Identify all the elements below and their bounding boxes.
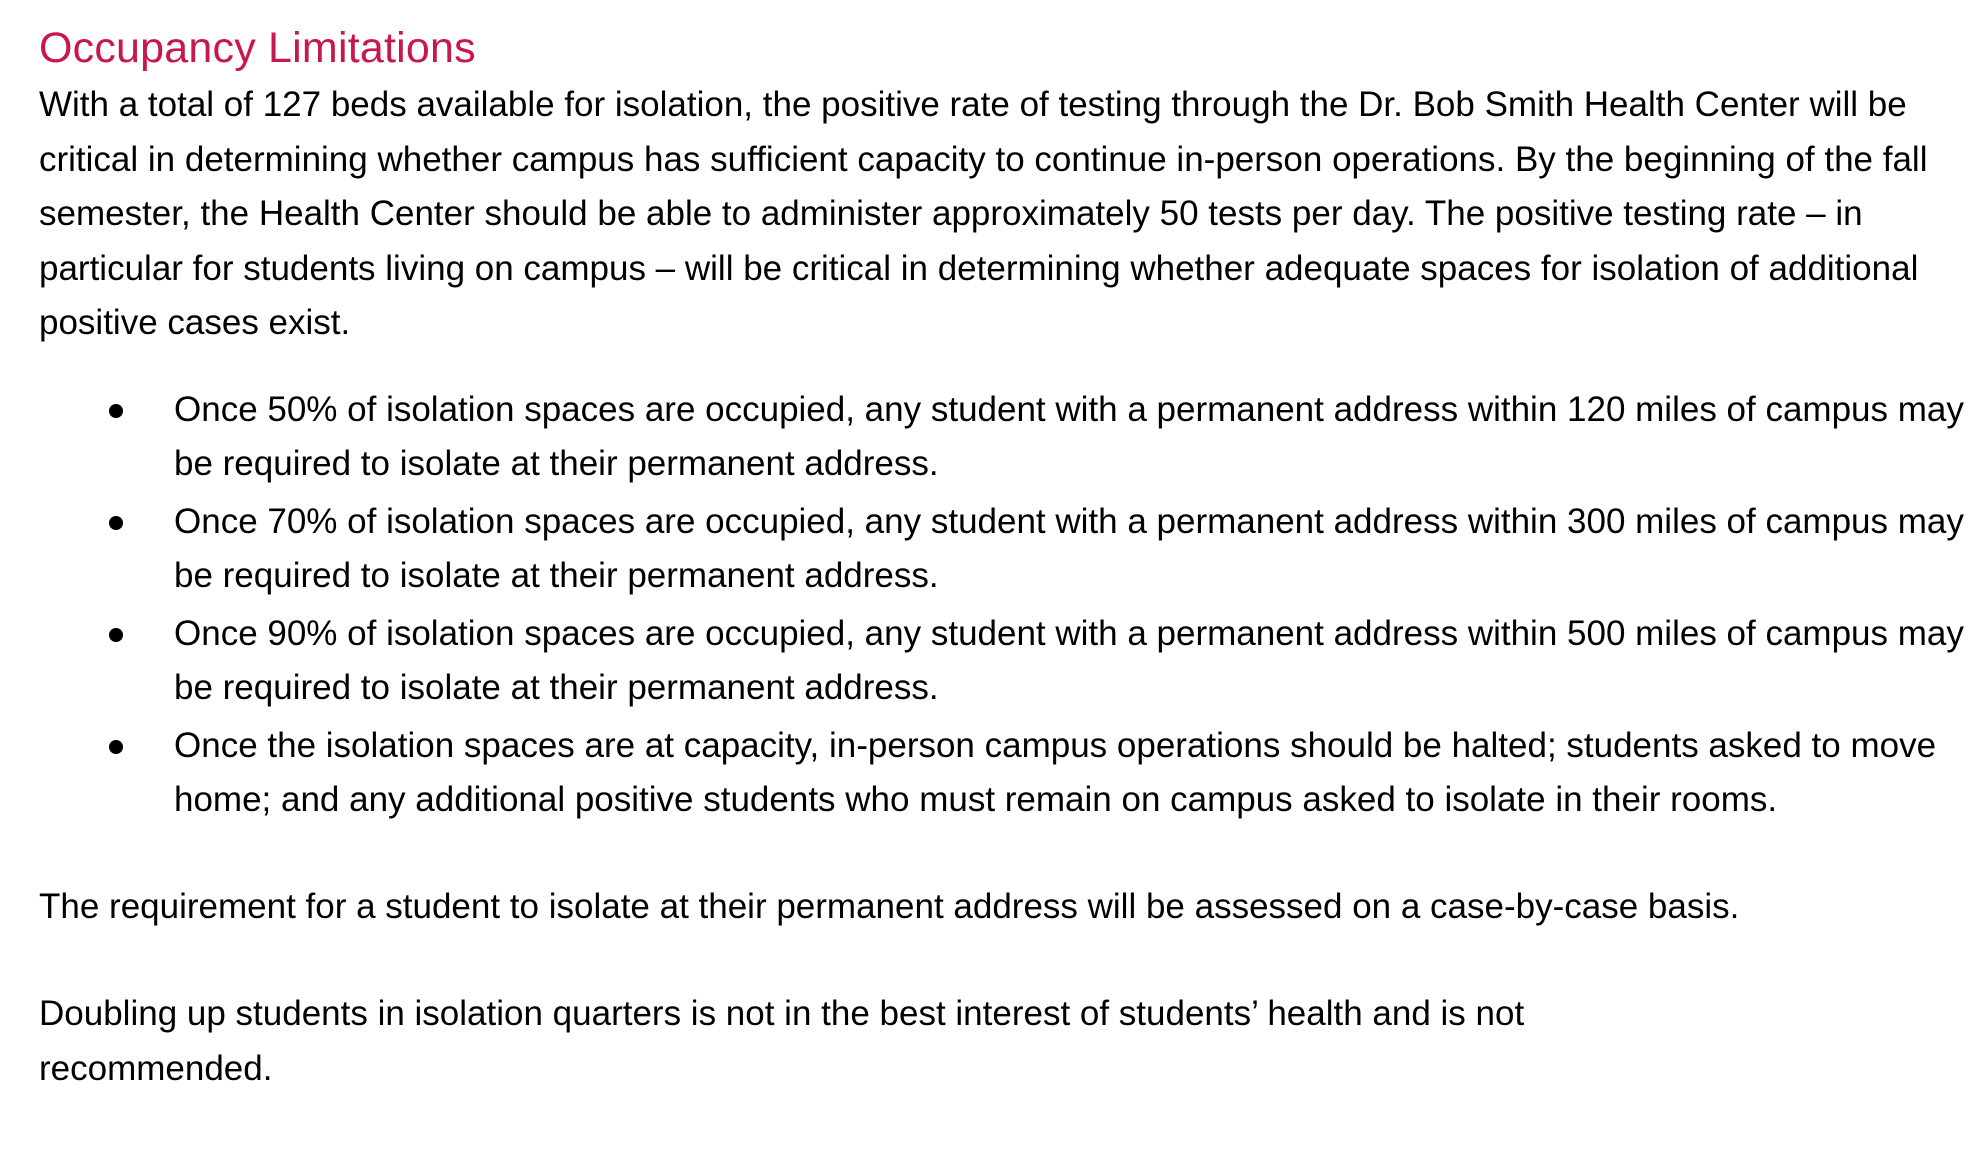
list-item-text: Once 50% of isolation spaces are occupied, any student with a permanent address within 120 miles of campus may be required to isolate at their permanent address. [174, 389, 1964, 483]
occupancy-bullet-list [39, 383, 1964, 828]
list-item [39, 719, 1964, 828]
list-item [39, 383, 1964, 492]
bullet-icon [109, 516, 123, 530]
list-item [39, 495, 1964, 604]
bullet-icon [109, 628, 123, 642]
list-item-text: Once the isolation spaces are at capacity, in-person campus operations should be halted; students asked to move home; and any additional positive students who must remain on campus asked to isolate in their rooms. [174, 725, 1937, 819]
doubling-paragraph: Doubling up students in isolation quarters is not in the best interest of students’ health and is not recommended. [39, 994, 1525, 1088]
bullet-icon [109, 740, 123, 754]
list-item [39, 607, 1964, 716]
bullet-icon [109, 404, 123, 418]
list-item-text: Once 90% of isolation spaces are occupied, any student with a permanent address within 500 miles of campus may be required to isolate at their permanent address. [174, 613, 1964, 707]
requirement-paragraph: The requirement for a student to isolate at their permanent address will be assessed on a case-by-case basis. [39, 886, 1740, 926]
document-page [39, 18, 1964, 1096]
list-item-text: Once 70% of isolation spaces are occupied, any student with a permanent address within 300 miles of campus may be required to isolate at their permanent address. [174, 501, 1964, 595]
section-heading: Occupancy Limitations [39, 24, 476, 72]
intro-paragraph: With a total of 127 beds available for isolation, the positive rate of testing through the Dr. Bob Smith Health Center will be critical in determining whether campus has sufficient capacity to continue in-person operations. By the beginning of the fall semester, the Health Center should be able to administer approximately 50 tests per day. The positive testing rate – in particular for students living on campus – will be critical in determining whether adequate spaces for isolation of additional positive cases exist. [39, 85, 1928, 342]
